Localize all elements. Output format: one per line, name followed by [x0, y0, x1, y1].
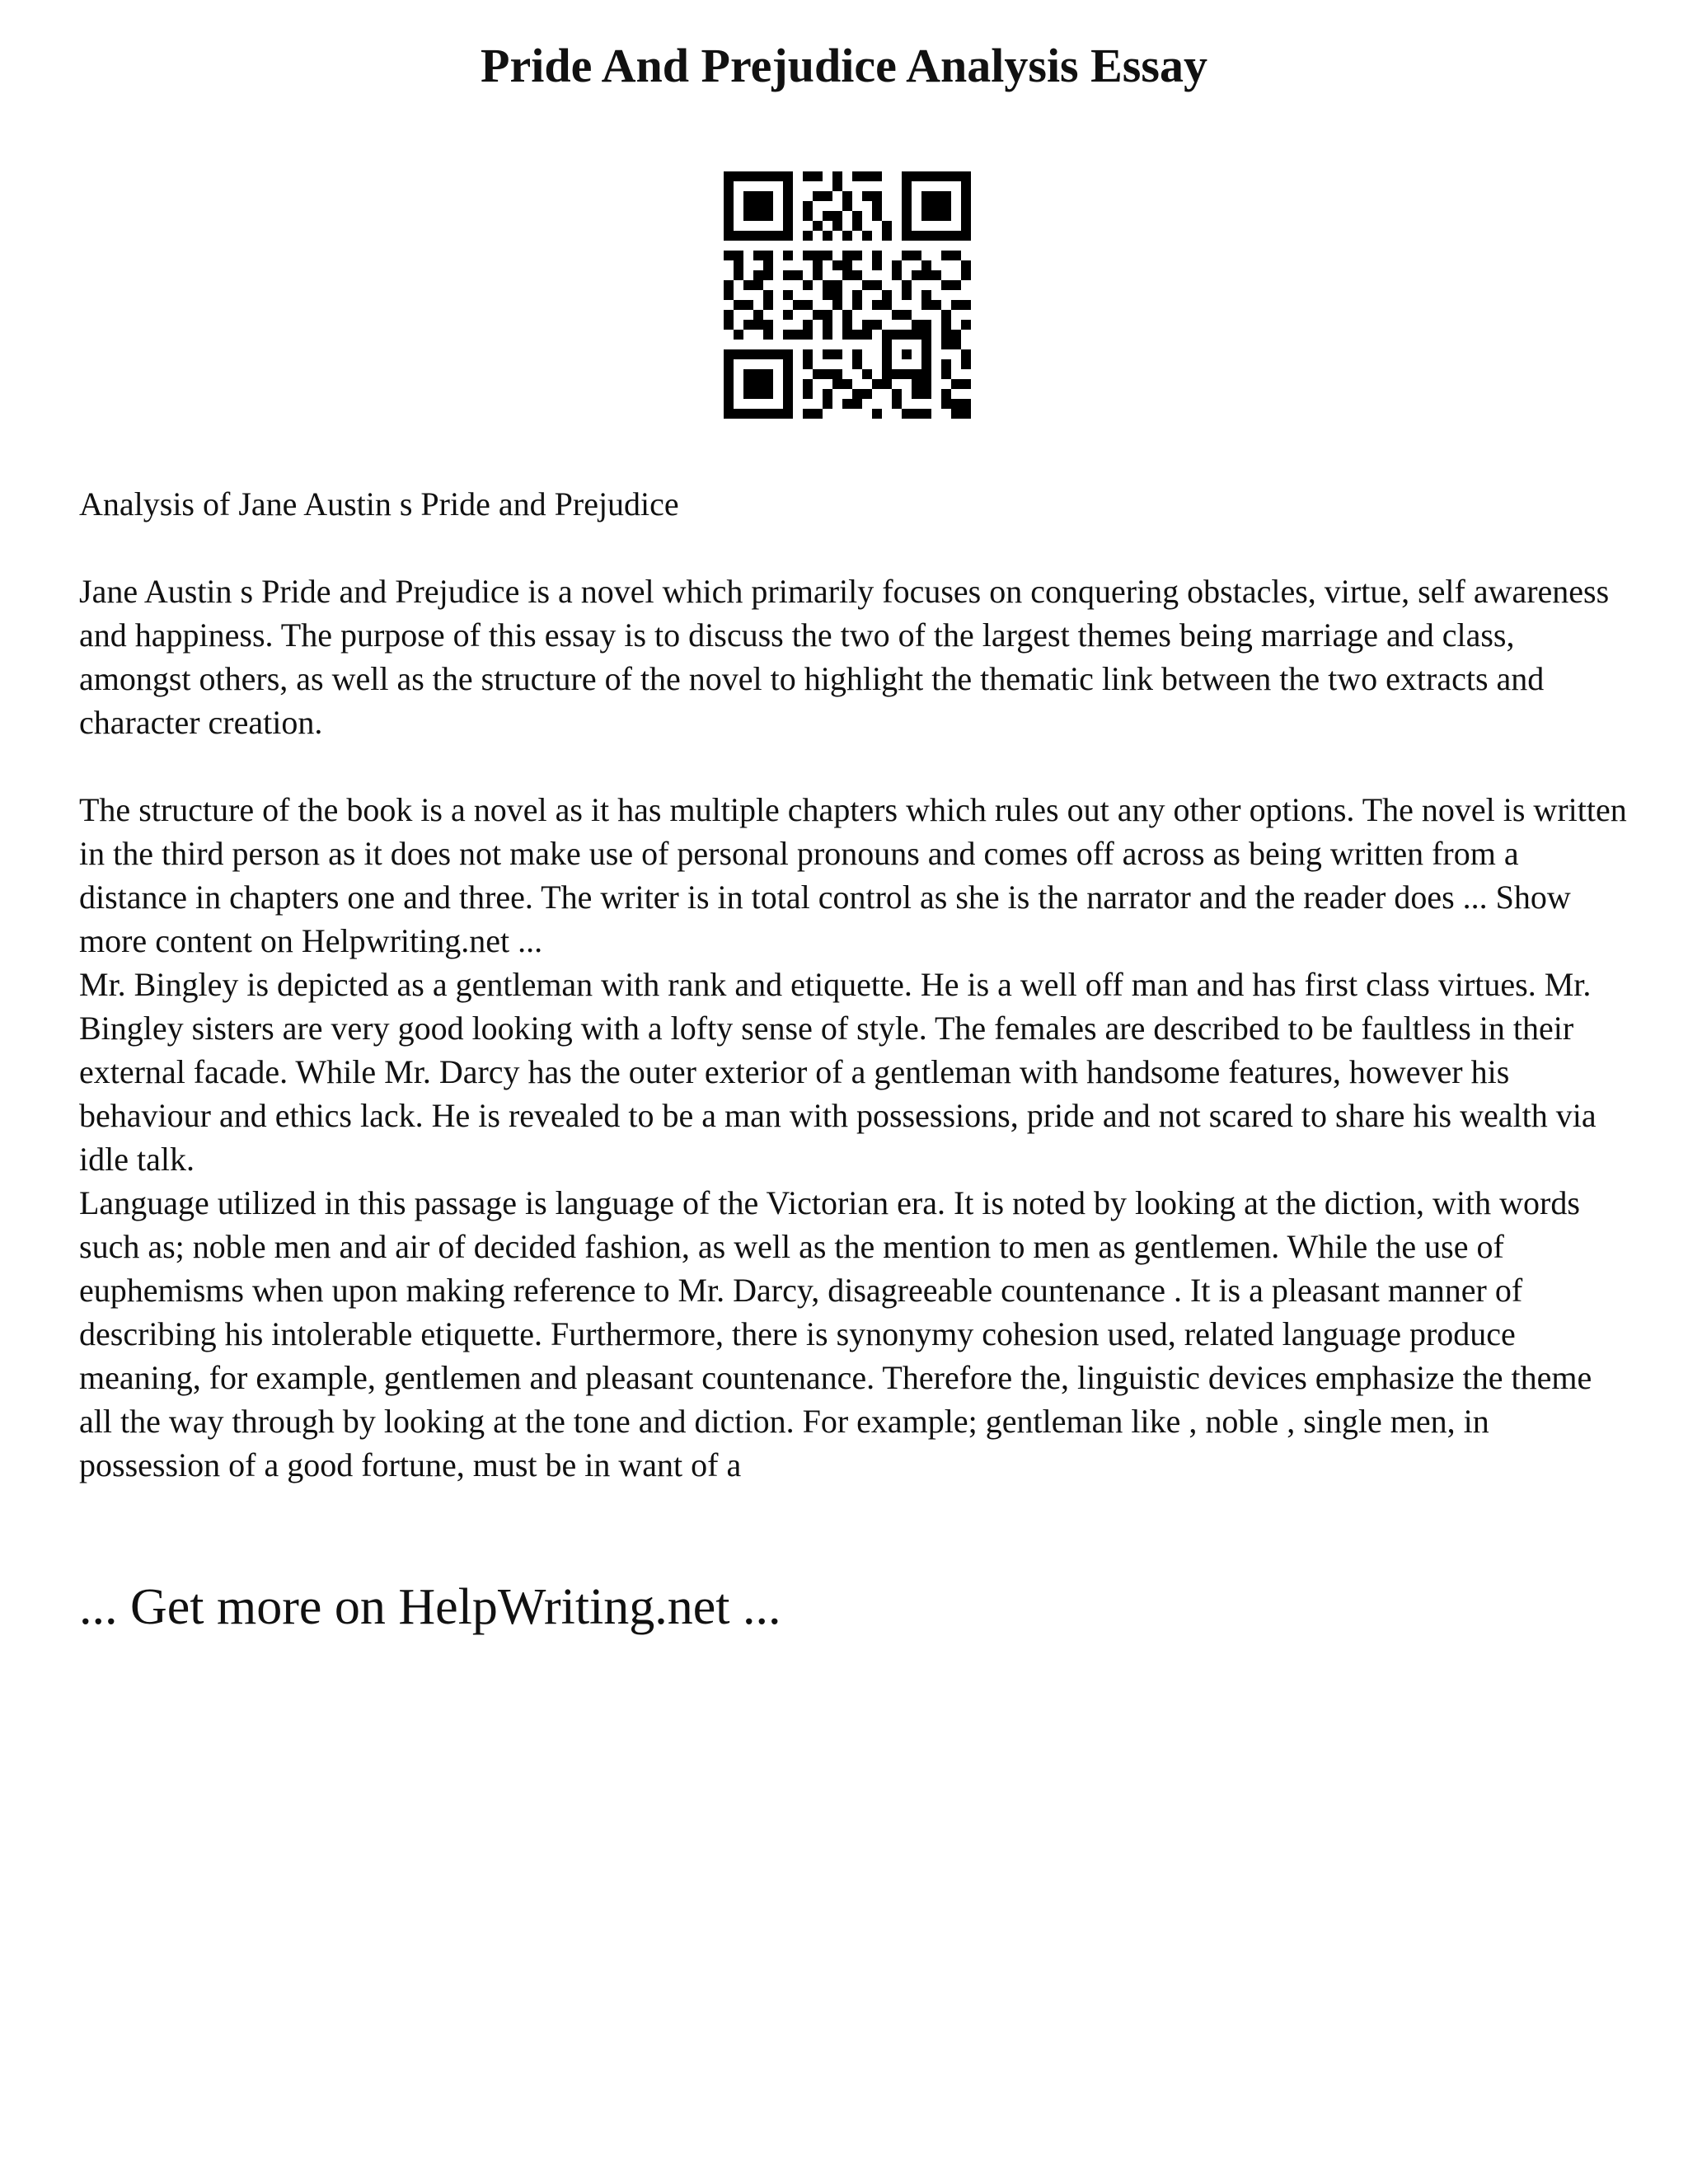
- document-title: Pride And Prejudice Analysis Essay: [481, 39, 1207, 92]
- essay-body: [79, 482, 1629, 1487]
- essay-paragraph-4: Language utilized in this passage is language of the Victorian era. It is noted by looking at the diction, with words such as; noble men and air of decided fashion, as well as the mention to men as gentlemen. While the use of euphemisms when upon making reference to Mr. Darcy, disagreeable countenance . It is a pleasant manner of describing his intolerable etiquette. Furthermore, there is synonymy cohesion used, related language produce meaning, for example, gentlemen and pleasant countenance. Therefore the, linguistic devices emphasize the theme all the way through by looking at the tone and diction. For example; gentleman like , noble , single men, in possession of a good fortune, must be in want of a: [79, 1184, 1592, 1483]
- get-more-link[interactable]: ... Get more on HelpWriting.net ...: [79, 1579, 781, 1635]
- essay-paragraph-3: Mr. Bingley is depicted as a gentleman with rank and etiquette. He is a well off man and has first class virtues. Mr. Bingley sisters are very good looking with a lofty sense of style. The females are described to be faultless in their external facade. While Mr. Darcy has the outer exterior of a gentleman with handsome features, however his behaviour and ethics lack. He is revealed to be a man with possessions, pride and not scared to share his wealth via idle talk.: [79, 966, 1597, 1178]
- essay-subtitle: Analysis of Jane Austin s Pride and Prejudice: [79, 485, 679, 523]
- essay-paragraph-2: The structure of the book is a novel as it has multiple chapters which rules out any other options. The novel is written in the third person as it does not make use of personal pronouns and comes off across as being written from a distance in chapters one and three. The writer is in total control as she is the narrator and the reader does ... Show more content on Helpwriting.net ...: [79, 791, 1627, 959]
- qr-code-icon[interactable]: [724, 171, 971, 419]
- essay-paragraph-1: Jane Austin s Pride and Prejudice is a novel which primarily focuses on conquering obstacles, virtue, self awareness and happiness. The purpose of this essay is to discuss the two of the largest themes being marriage and class, amongst others, as well as the structure of the novel to highlight the thematic link between the two extracts and character creation.: [79, 573, 1610, 741]
